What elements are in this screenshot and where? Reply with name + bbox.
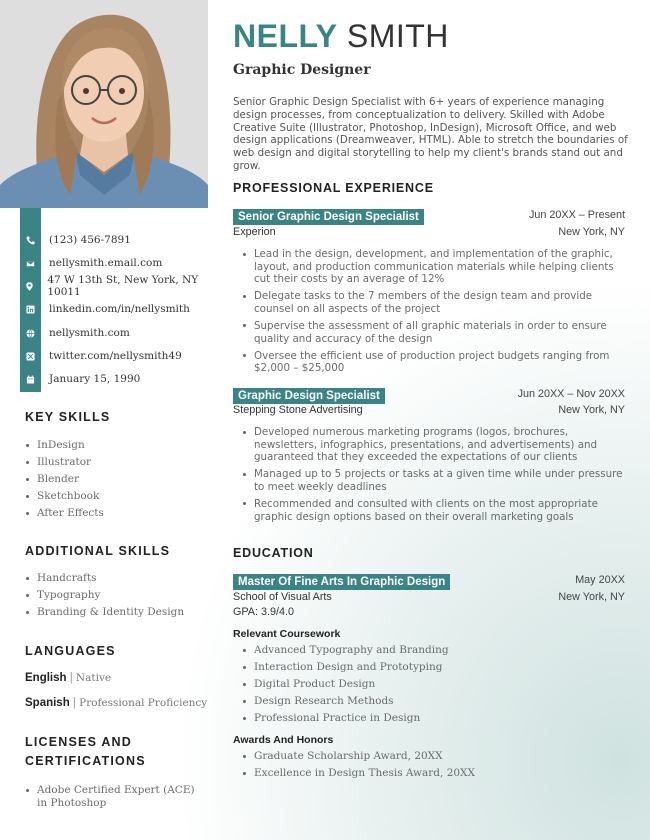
contact-address — [20, 274, 220, 298]
phone-icon — [20, 236, 41, 245]
language-name: Spanish — [25, 697, 70, 709]
job-company: Experion — [233, 226, 276, 238]
licenses-heading-line2: CERTIFICATIONS — [25, 754, 146, 768]
additional-skills-list — [25, 570, 205, 621]
job-bullets — [233, 426, 628, 528]
contact-website-text[interactable]: nellysmith.com — [49, 327, 130, 339]
globe-icon — [20, 329, 41, 338]
licenses-heading — [25, 733, 146, 771]
calendar-icon — [20, 375, 41, 384]
coursework-heading: Relevant Coursework — [233, 628, 341, 640]
job-location: New York, NY — [558, 226, 625, 238]
list-item: Graduate Scholarship Award, 20XX — [233, 748, 628, 765]
list-item: Interaction Design and Prototyping — [233, 659, 628, 676]
list-item: Digital Product Design — [233, 676, 628, 693]
licenses-heading-line1: LICENSES AND — [25, 735, 133, 749]
linkedin-icon — [20, 305, 41, 314]
coursework-list — [233, 642, 628, 727]
job-title-badge: Senior Graphic Design Specialist — [233, 209, 424, 225]
job-title-badge: Graphic Design Specialist — [233, 388, 385, 404]
list-item: Lead in the design, development, and implementation of the graphic, layout, and production communication materials while helping clients cut their costs by an average of 12% — [233, 248, 628, 286]
contact-website — [20, 324, 220, 342]
list-item: Professional Practice in Design — [233, 710, 628, 727]
gpa: GPA: 3.9/4.0 — [233, 606, 295, 618]
contact-birthdate-text: January 15, 1990 — [49, 373, 141, 385]
job-dates: Jun 20XX – Nov 20XX — [517, 388, 625, 400]
contact-email — [20, 254, 220, 272]
key-skills-heading: KEY SKILLS — [25, 410, 111, 424]
school-location: New York, NY — [558, 591, 625, 603]
language-english: English | Native — [25, 672, 112, 684]
candidate-name — [233, 16, 449, 56]
list-item: After Effects — [25, 505, 205, 522]
email-icon — [20, 259, 41, 268]
list-item: Developed numerous marketing programs (logos, brochures, newsletters, infographics, presentations, and advertisements) and guaranteed that they exceeded the expectations of our clients — [233, 426, 628, 464]
list-item: Managed up to 5 projects or tasks at a given time while under pressure to meet weekly deadlines — [233, 468, 628, 493]
degree-badge: Master Of Fine Arts In Graphic Design — [233, 574, 450, 590]
job-company: Stepping Stone Advertising — [233, 404, 363, 416]
degree-date: May 20XX — [575, 574, 625, 586]
additional-skills-heading: ADDITIONAL SKILLS — [25, 544, 171, 558]
list-item: Branding & Identity Design — [25, 604, 205, 621]
list-item: Supervise the assessment of all graphic materials in order to ensure quality and accuracy of the design — [233, 320, 628, 345]
list-item: Advanced Typography and Branding — [233, 642, 628, 659]
languages-heading: LANGUAGES — [25, 644, 116, 658]
contact-email-text[interactable]: nellysmith.email.com — [49, 257, 163, 269]
list-item: Adobe Certified Expert (ACE) in Photoshop — [25, 784, 200, 810]
last-name: SMITH — [346, 18, 449, 54]
key-skills-list — [25, 437, 205, 522]
awards-heading: Awards And Honors — [233, 734, 334, 746]
list-item: Typography — [25, 587, 205, 604]
language-level: Native — [75, 672, 112, 684]
list-item: Excellence in Design Thesis Award, 20XX — [233, 765, 628, 782]
licenses-list — [25, 784, 200, 810]
profile-photo — [0, 0, 208, 208]
list-item: Handcrafts — [25, 570, 205, 587]
list-item: Blender — [25, 471, 205, 488]
contact-twitter-text[interactable]: twitter.com/nellysmith49 — [49, 350, 182, 362]
language-spanish: Spanish | Professional Proficiency — [25, 697, 208, 709]
list-item: Design Research Methods — [233, 693, 628, 710]
list-item: Illustrator — [25, 454, 205, 471]
awards-list — [233, 748, 628, 782]
contact-twitter — [20, 347, 220, 365]
contact-address-text: 47 W 13th St, New York, NY 10011 — [47, 274, 199, 298]
job-title: Graphic Designer — [233, 62, 371, 78]
list-item: Oversee the efficient use of production project budgets ranging from $2,000 – $25,000 — [233, 350, 628, 375]
contact-birthdate — [20, 370, 220, 388]
list-item: Delegate tasks to the 7 members of the design team and provide counsel on all aspects of the project — [233, 290, 628, 315]
job-dates: Jun 20XX – Present — [528, 209, 625, 221]
education-heading: EDUCATION — [233, 546, 314, 560]
contact-linkedin-text[interactable]: linkedin.com/in/nellysmith — [49, 303, 190, 315]
twitter-icon — [20, 352, 41, 361]
contact-phone-text[interactable]: (123) 456-7891 — [49, 234, 131, 246]
contact-phone — [20, 231, 220, 249]
first-name: NELLY — [233, 18, 338, 54]
summary-text: Senior Graphic Design Specialist with 6+ years of experience managing design processes, from conceptualization to delivery. Skilled with Adobe Creative Suite (Illustrator, Photoshop, InDesign), Microsoft Office, and web design applications (Dreamweaver, HTML). Able to stretch the boundaries of web design and digital storytelling to help my client's brands stand out and grow. — [233, 96, 628, 172]
job-bullets — [233, 248, 628, 379]
contact-linkedin — [20, 300, 220, 318]
job-location: New York, NY — [558, 404, 625, 416]
location-icon — [20, 282, 39, 291]
language-name: English — [25, 672, 67, 684]
list-item: Sketchbook — [25, 488, 205, 505]
list-item: Recommended and consulted with clients on the most appropriate graphic design options based on their overall marketing goals — [233, 498, 628, 523]
language-level: Professional Proficiency — [79, 697, 208, 709]
school-name: School of Visual Arts — [233, 591, 332, 603]
experience-heading: PROFESSIONAL EXPERIENCE — [233, 181, 434, 195]
list-item: InDesign — [25, 437, 205, 454]
